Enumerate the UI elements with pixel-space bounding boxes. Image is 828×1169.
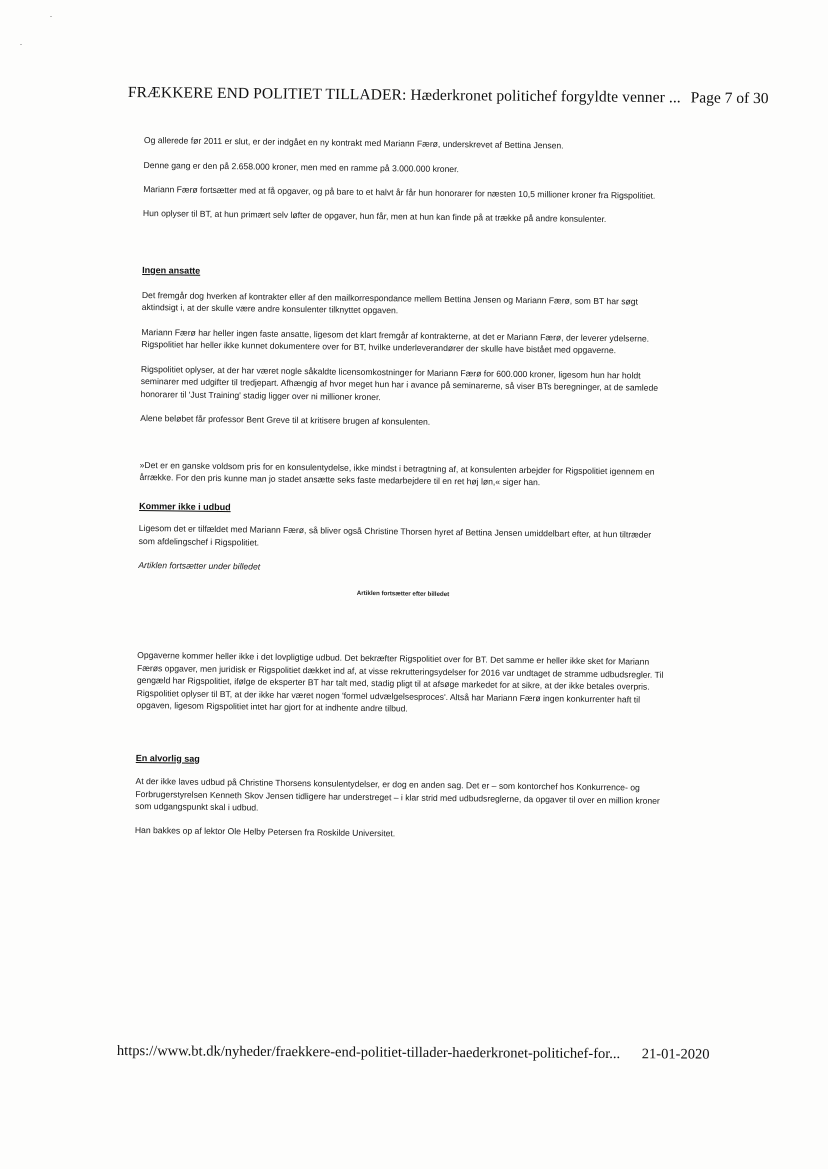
paragraph: Mariann Færø fortsætter med at få opgaver, og på bare to et halvt år får hun honorarer for næsten 10,5 millioner kroner fra Rigspolitiet. (143, 183, 656, 201)
paragraph: Det fremgår dog hverken af kontrakter eller af den mailkorrespondance mellem Bettina Jensen og Mariann Færø, som BT har søgt aktindsigt i, at der skulle være andre konsulenter tilknyttet opgaven. (141, 289, 639, 316)
article-body (135, 134, 674, 843)
section-heading: En alvorlig sag (135, 752, 200, 764)
quote-paragraph: »Det er en ganske voldsom pris for en konsulentydelse, ikke mindst i betragtning af, at konsulenten arbejder for Rigspolitiet igennem en årrække. For den pris kunne man jo stadet ansætte seks faste medarbejdere til en ret høj løn,« siger han. (139, 459, 655, 488)
paragraph: Alene beløbet får professor Bent Greve til at kritisere brugen af konsulenten. (140, 412, 431, 427)
page-footer (116, 1043, 710, 1064)
paragraph: Rigspolitiet oplyser, at der har været nogle såkaldte licensomkostninger for Mariann Færø for 600.000 kroner, ligesom hun har holdt seminarer med udgifter til tredjepart. Afhængig af hvor meget hun har i avance på seminarerne, så viser BTs beregninger, at de samlede honorarer til 'Just Training' stadig ligger over ni millioner kroner. (140, 363, 659, 402)
paragraph: Hun oplyser til BT, at hun primært selv løfter de opgaver, hun får, men at hun kan finde på at trække på andre konsulenter. (142, 207, 607, 224)
scan-speck (50, 16, 52, 17)
print-date: 21-01-2020 (641, 1046, 710, 1063)
paragraph: Mariann Færø har heller ingen faste ansatte, ligesom det klart fremgår af kontrakterne, at det er Mariann Færø, der leverer ydelserne. Rigspolitiet har heller ikke kunnet dokumentere over for BT, hvilke underleverandører der skulle have bistået med opgaverne. (141, 326, 650, 356)
paragraph: Denne gang er den på 2.658.000 kroner, men med en ramme på 3.000.000 kroner. (143, 159, 459, 174)
paragraph: Og allerede før 2011 er slut, er der indgået en ny kontrakt med Mariann Færø, underskrevet af Bettina Jensen. (143, 134, 564, 151)
paragraph: Opgaverne kommer heller ikke i det lovpligtige udbud. Det bekræfter Rigspolitiet over for BT. Det samme er heller ikke sket for Mariann Færøs opgaver, men juridisk er Rigspolitiet dækket ind af, at visse rekrutteringsydelser for 2016 var undtaget de stramme udbudsregler. Til gengæld har Rigspolitiet, ifølge de eksperter BT har talt med, stadig pligt til at afsøge markedet for at sikre, at der ikke betales overpris. Rigspolitiet oplyser til BT, at der ikke har været nogen 'formel udvælgelsesproces'. Altså har Mariann Færø ingen konkurrenter haft til opgaven, ligesom Rigspolitiet intet har gjort for at indhente andre tilbud. (136, 649, 664, 714)
page-header (127, 84, 769, 108)
scan-speck (20, 44, 22, 45)
paragraph: Han bakkes op af lektor Ole Helby Petersen fra Roskilde Universitet. (134, 824, 396, 838)
continue-note: Artiklen fortsætter under billedet (138, 559, 261, 572)
article-title: FRÆKKERE END POLITIET TILLADER: Hæderkronet politichef forgyldte venner ... (127, 84, 681, 107)
image-caption: Artiklen fortsætter efter billedet (356, 589, 450, 598)
source-url: https://www.bt.dk/nyheder/fraekkere-end-politiet-tillader-haederkronet-politichef-for... (116, 1043, 621, 1063)
section-heading: Kommer ikke i udbud (139, 500, 231, 512)
section-heading: Ingen ansatte (142, 264, 201, 276)
paragraph: Ligesom det er tilfældet med Mariann Færø, så bliver også Christine Thorsen hyret af Bettina Jensen umiddelbart efter, at hun tiltræder som afdelingschef i Rigspolitiet. (138, 522, 652, 548)
paragraph: At der ikke laves udbud på Christine Thorsens konsulentydelser, er dog en anden sag. Det er – som kontorchef hos Konkurrence- og Forbrugerstyrelsen Kenneth Skov Jensen tidligere har understreget – i klar strid med udbudsreglerne, da opgaver til over en million kroner som udgangspunkt skal i udbud. (135, 775, 660, 813)
page-number: Page 7 of 30 (690, 89, 769, 108)
